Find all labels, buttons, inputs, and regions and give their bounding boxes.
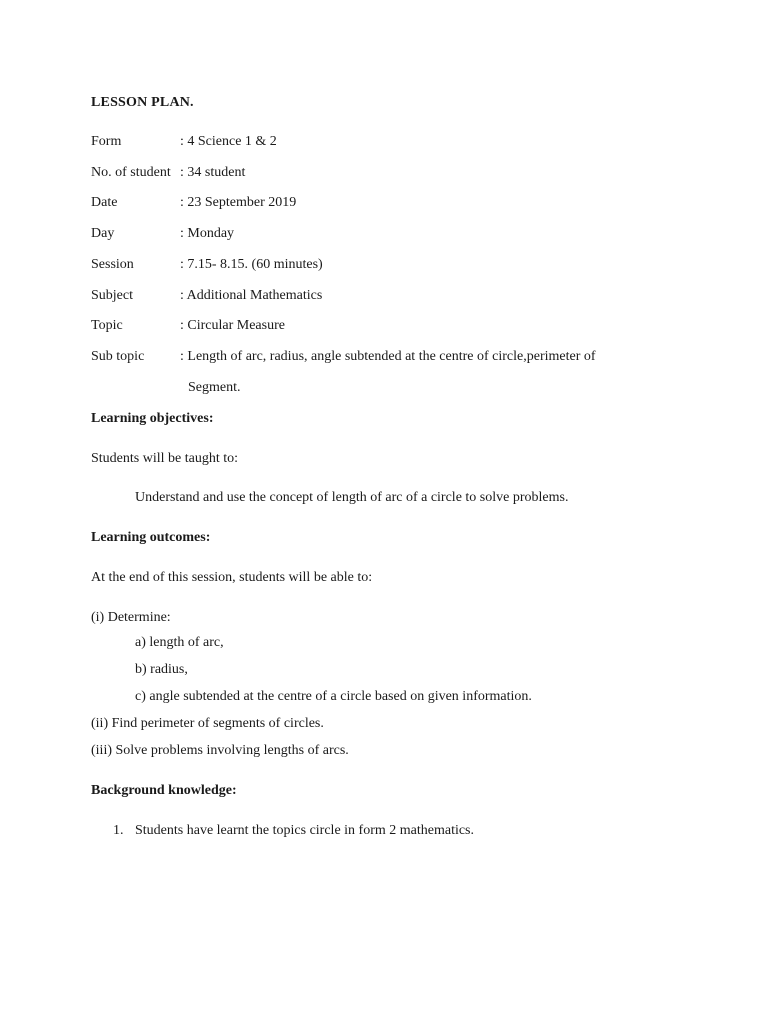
learning-outcomes-heading: Learning outcomes: xyxy=(91,530,211,545)
info-label-form: Form xyxy=(91,134,122,149)
background-item-number: 1. xyxy=(113,823,124,838)
info-value-subject: : Additional Mathematics xyxy=(180,288,323,303)
info-value-day: : Monday xyxy=(180,226,235,241)
outcome-item-iii: (iii) Solve problems involving lengths of arcs. xyxy=(91,743,349,758)
outcome-item-ii: (ii) Find perimeter of segments of circles. xyxy=(91,716,324,731)
info-label-students: No. of student xyxy=(91,165,171,180)
document-title: LESSON PLAN. xyxy=(91,95,194,110)
info-label-subtopic: Sub topic xyxy=(91,349,145,364)
outcome-item-i: (i) Determine: xyxy=(91,610,171,625)
info-label-day: Day xyxy=(91,226,115,241)
background-item-text: Students have learnt the topics circle in form 2 mathematics. xyxy=(135,823,475,838)
learning-objectives-intro: Students will be taught to: xyxy=(91,451,238,466)
info-label-subject: Subject xyxy=(91,288,133,303)
info-value-topic: : Circular Measure xyxy=(180,318,285,333)
learning-objectives-heading: Learning objectives: xyxy=(91,411,214,426)
info-label-date: Date xyxy=(91,195,118,210)
info-value-subtopic: : Length of arc, radius, angle subtended at the centre of circle,perimeter of xyxy=(180,349,596,364)
outcome-sub-c: c) angle subtended at the centre of a circle based on given information. xyxy=(135,689,532,704)
info-label-topic: Topic xyxy=(91,318,123,333)
background-knowledge-heading: Background knowledge: xyxy=(91,783,237,798)
info-value-students: : 34 student xyxy=(180,165,246,180)
subtopic-continuation: Segment. xyxy=(188,380,241,395)
learning-objectives-item: Understand and use the concept of length of arc of a circle to solve problems. xyxy=(135,490,569,505)
info-value-session: : 7.15- 8.15. (60 minutes) xyxy=(180,257,323,272)
learning-outcomes-intro: At the end of this session, students will be able to: xyxy=(91,570,373,585)
outcome-sub-b: b) radius, xyxy=(135,662,188,677)
info-value-date: : 23 September 2019 xyxy=(180,195,297,210)
outcome-sub-a: a) length of arc, xyxy=(135,635,224,650)
info-value-form: : 4 Science 1 & 2 xyxy=(180,134,277,149)
info-label-session: Session xyxy=(91,257,134,272)
